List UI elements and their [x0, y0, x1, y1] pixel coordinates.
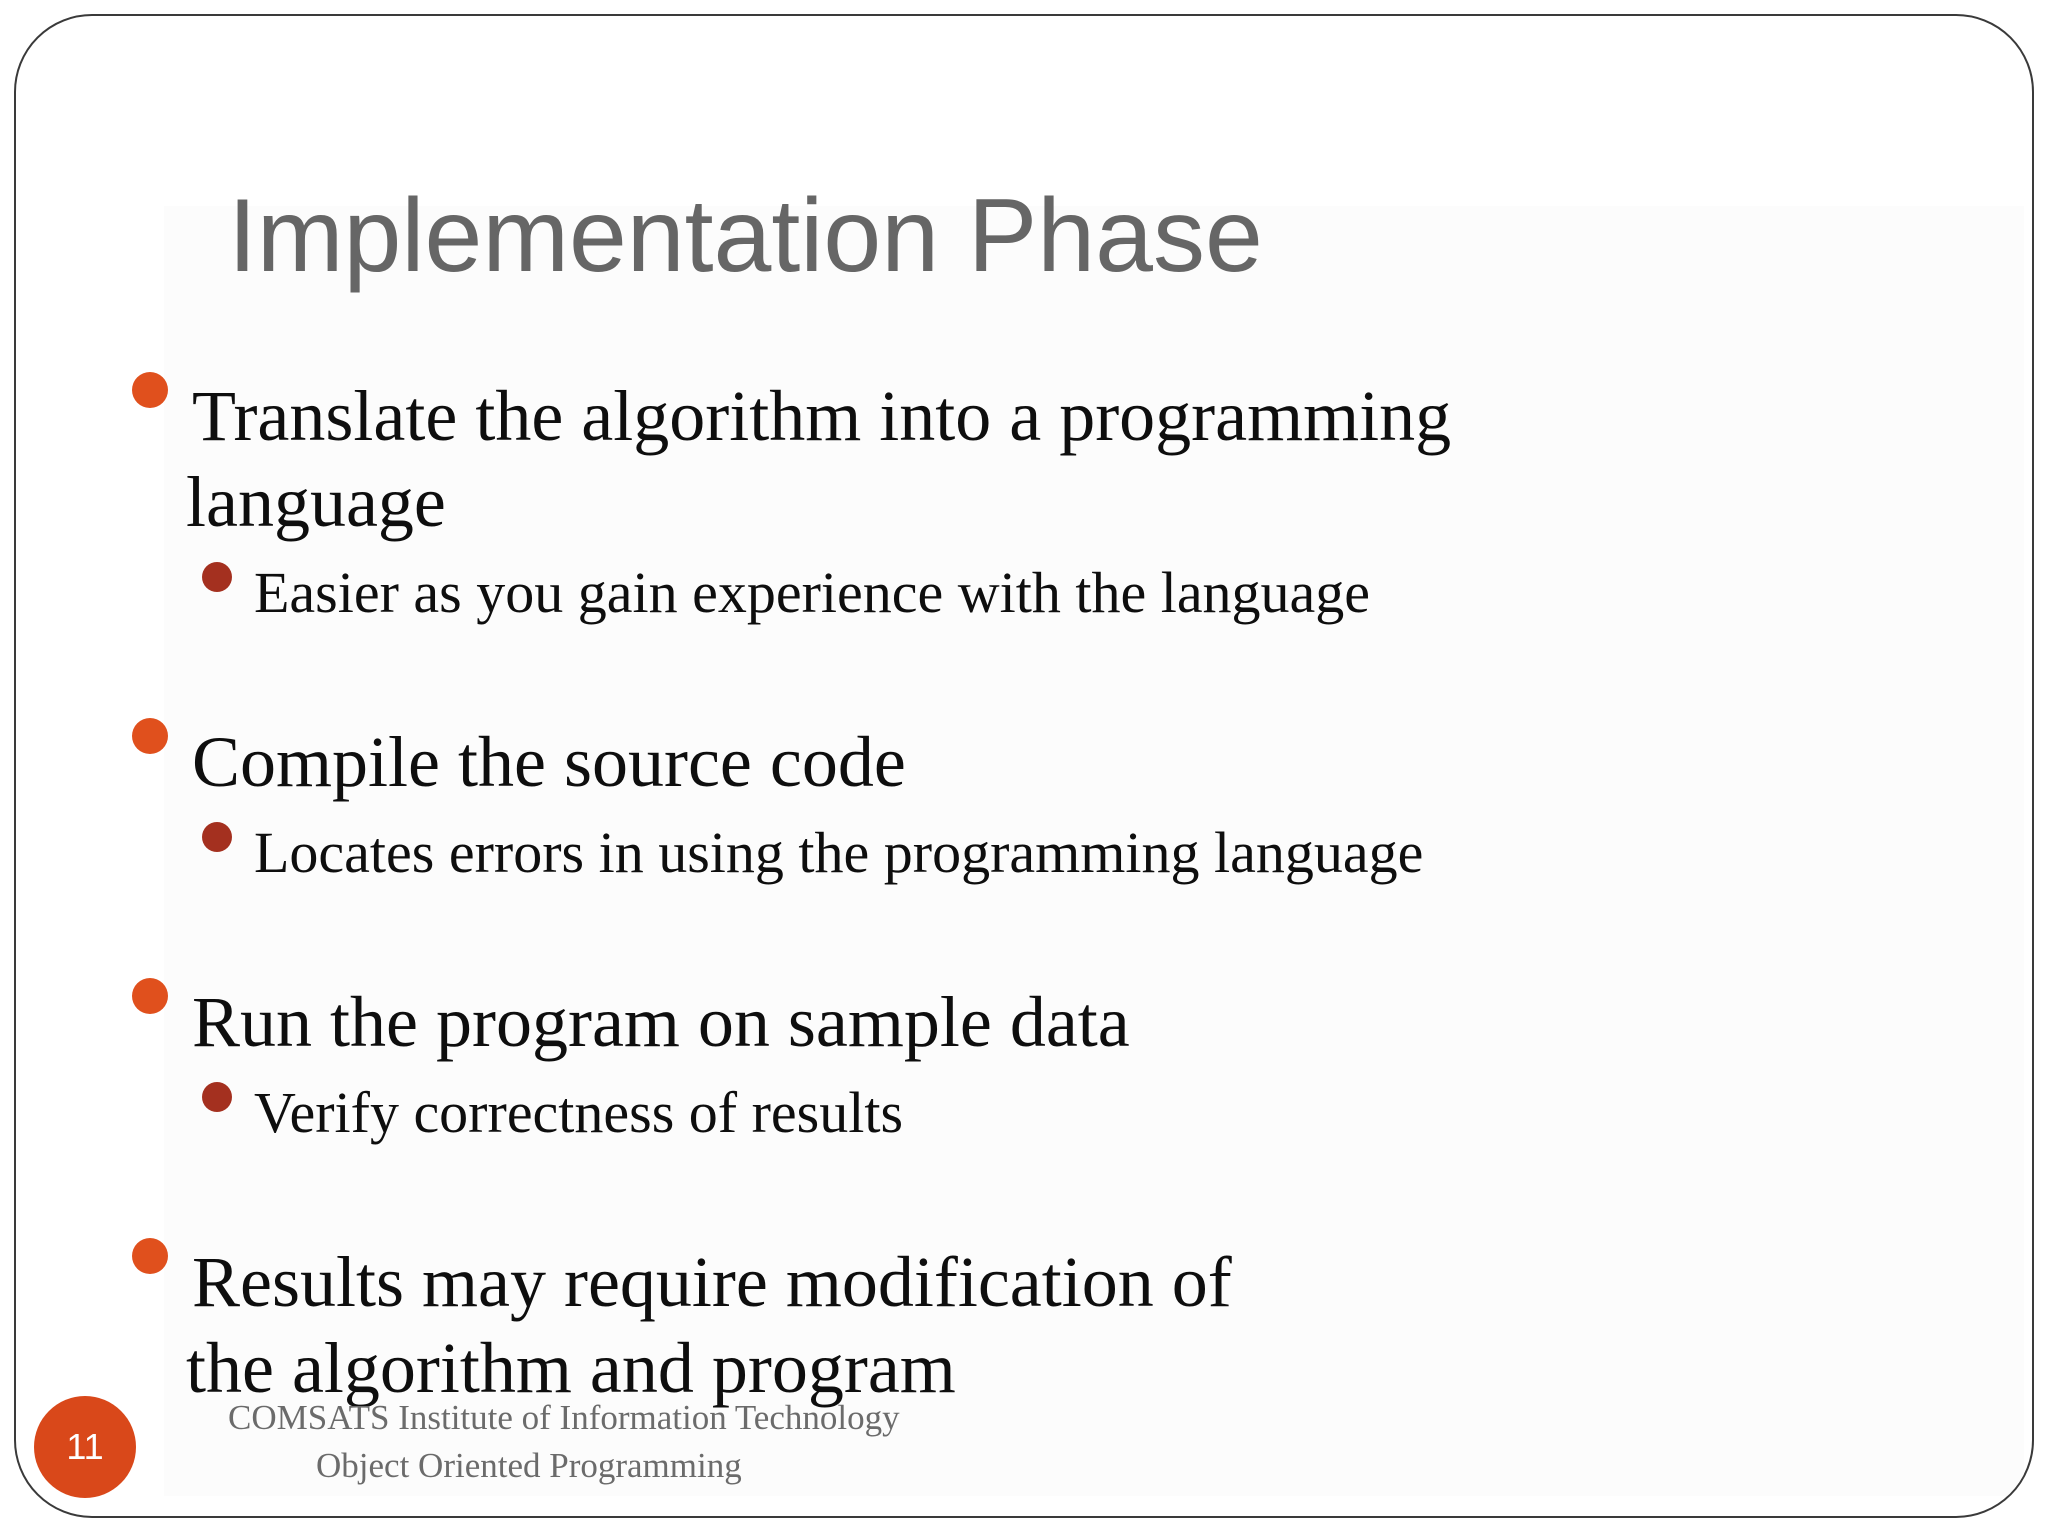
page-number: 11	[66, 1426, 104, 1467]
bullet-3-line-1: Run the program on sample data	[192, 982, 1130, 1062]
bullet-list	[16, 16, 2032, 1516]
bullet-3-sub: Verify correctness of results	[254, 1080, 904, 1145]
bullet-1-sub: Easier as you gain experience with the language	[254, 560, 1371, 625]
bullet-dot	[132, 372, 168, 408]
bullet-1-line-2: language	[186, 462, 446, 542]
slide	[14, 14, 2034, 1518]
bullet-4-line-1: Results may require modification of	[192, 1242, 1232, 1322]
bullet-dot	[132, 1238, 168, 1274]
footer-course: Object Oriented Programming	[316, 1446, 742, 1485]
bullet-4-line-2: the algorithm and program	[186, 1328, 956, 1408]
sub-bullet-dot	[202, 1082, 232, 1112]
bullet-dot	[132, 718, 168, 754]
bullet-1-line-1: Translate the algorithm into a programming	[192, 376, 1452, 456]
bullet-2-line-1: Compile the source code	[192, 722, 906, 802]
slide-title: Implementation Phase	[228, 178, 1263, 294]
footer-institute: COMSATS Institute of Information Technology	[228, 1398, 900, 1437]
sub-bullet-dot	[202, 562, 232, 592]
bullet-dot	[132, 978, 168, 1014]
sub-bullet-dot	[202, 822, 232, 852]
page-number-badge	[34, 1396, 136, 1498]
bullet-2-sub: Locates errors in using the programming language	[254, 820, 1424, 885]
